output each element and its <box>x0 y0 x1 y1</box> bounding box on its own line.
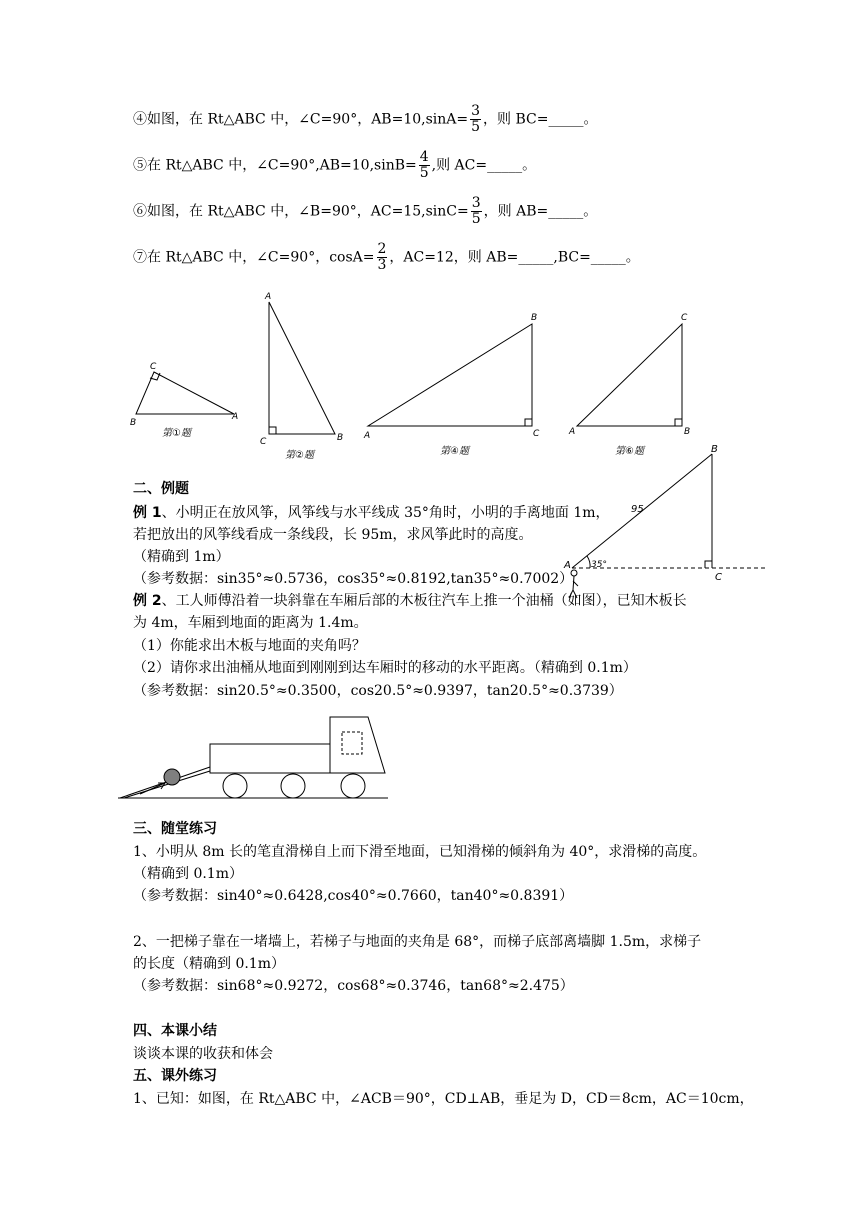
summary-text: 谈谈本课的收获和体会 <box>133 1046 273 1062</box>
vertex-label-c: C <box>533 429 540 439</box>
fraction: $\frac{3}{5}$ <box>471 195 481 227</box>
truck-figure <box>110 712 400 807</box>
example-1-line-2: 若把放出的风筝线看成一条线段，长 95m，求风筝此时的高度。 <box>133 527 533 543</box>
practice-2-line-1: 2、一把梯子靠在一堵墙上，若梯子与地面的夹角是 68°，而梯子底部离墙脚 1.5m，求梯子 <box>133 934 702 950</box>
figure-caption: 第④题 <box>440 446 469 457</box>
example-1-refdata: （参考数据：sin35°≈0.5736，cos35°≈0.8192,tan35°≈0.7002） <box>133 571 574 587</box>
section-3-title: 三、随堂练习 <box>133 821 217 837</box>
exercise-7: ⑦在 Rt△ABC 中，∠C=90°，cosA= $\frac{2}{3}$ ，AC=12，则 AB=_____,BC=_____。 <box>133 241 640 273</box>
figure-6 <box>565 308 695 458</box>
figure-4 <box>360 308 550 458</box>
example-2-question-1: （1）你能求出木板与地面的夹角吗？ <box>133 638 366 654</box>
practice-2-line-2: 的长度（精确到 0.1m） <box>133 956 285 972</box>
angle-arc <box>587 556 590 568</box>
section-2-title: 二、例题 <box>133 481 189 497</box>
triangle <box>269 302 335 434</box>
vertex-label-c: C <box>681 313 688 323</box>
fraction: $\frac{4}{5}$ <box>419 149 429 181</box>
vertex-label-a: A <box>265 292 272 302</box>
example-2-refdata: （参考数据：sin20.5°≈0.3500，cos20.5°≈0.9397，tan20.5°≈0.3739） <box>133 683 623 699</box>
homework-1: 1、已知：如图，在 Rt△ABC 中，∠ACB＝90°，CD⊥AB，垂足为 D，CD＝8cm，AC＝10cm， <box>133 1091 754 1107</box>
practice-1-line-2: （精确到 0.1m） <box>133 866 243 882</box>
vertex-label-a: A <box>364 431 371 441</box>
example-2-line-1: 例 2、工人师傅沿着一块斜靠在车厢后部的木板往汽车上推一个油桶（如图），已知木板长 <box>133 593 687 609</box>
truck-window <box>342 732 362 754</box>
exercise-5: ⑤在 Rt△ABC 中，∠C=90°,AB=10,sinB= $\frac{4}{5}$ ,则 AC=_____。 <box>133 149 537 181</box>
practice-1-refdata: （参考数据：sin40°≈0.6428,cos40°≈0.7660，tan40°≈0.8391） <box>133 888 574 904</box>
exercise-4: ④如图，在 Rt△ABC 中，∠C=90°，AB=10,sinA= $\frac{3}{5}$ ，则 BC=_____。 <box>133 103 598 135</box>
vertex-label-b: B <box>531 313 538 323</box>
truck-cab <box>330 717 385 773</box>
fraction: $\frac{2}{3}$ <box>377 241 387 273</box>
triangle <box>577 324 682 426</box>
section-4-title: 四、本课小结 <box>133 1023 217 1039</box>
exercise-6: ⑥如图，在 Rt△ABC 中，∠B=90°，AC=15,sinC= $\frac{3}{5}$ ，则 AB=_____。 <box>133 195 598 227</box>
practice-1-line-1: 1、小明从 8m 长的笔直滑梯自上而下滑至地面，已知滑梯的倾斜角为 40°，求滑梯的高度。 <box>133 844 707 860</box>
vertex-label-c: C <box>260 437 267 447</box>
wheel <box>341 774 365 798</box>
vertex-label-b: B <box>684 427 691 437</box>
right-angle-mark <box>525 419 532 426</box>
right-angle-mark <box>705 561 712 568</box>
vertex-label-a: A <box>569 427 576 437</box>
figure-2 <box>255 290 365 465</box>
point-label-b: B <box>711 444 718 455</box>
figure-1 <box>120 350 250 450</box>
vertex-label-b: B <box>337 433 344 443</box>
point-label-a: A <box>564 560 571 571</box>
angle-label: 35° <box>591 560 607 570</box>
vertex-label-a: A <box>232 412 239 422</box>
example-2-question-2: （2）请你求出油桶从地面到刚刚到达车厢时的移动的水平距离。（精确到 0.1m） <box>133 660 637 676</box>
vertex-label-b: B <box>130 418 137 428</box>
wheel <box>281 774 305 798</box>
vertex-label-c: C <box>150 362 157 372</box>
example-1-line-1: 例 1、小明正在放风筝，风筝线与水平线成 35°角时，小明的手离地面 1m， <box>133 505 610 521</box>
triangle <box>368 324 532 426</box>
figure-caption: 第②题 <box>285 450 314 461</box>
right-angle-mark <box>675 419 682 426</box>
truck-box <box>210 744 330 773</box>
fraction: $\frac{3}{5}$ <box>471 103 481 135</box>
section-5-title: 五、课外练习 <box>133 1068 217 1084</box>
string-length-label: 95 <box>631 504 644 515</box>
practice-2-refdata: （参考数据：sin68°≈0.9272，cos68°≈0.3746，tan68°≈2.475） <box>133 978 574 994</box>
point-label-c: C <box>715 572 722 583</box>
wheel <box>223 774 247 798</box>
figure-caption: 第⑥题 <box>615 446 644 457</box>
figure-caption: 第①题 <box>162 428 191 439</box>
right-angle-mark <box>269 427 276 434</box>
example-1-line-3: （精确到 1m） <box>133 549 230 565</box>
example-2-line-2: 为 4m，车厢到地面的距离为 1.4m。 <box>133 615 368 631</box>
oil-barrel <box>164 769 180 785</box>
